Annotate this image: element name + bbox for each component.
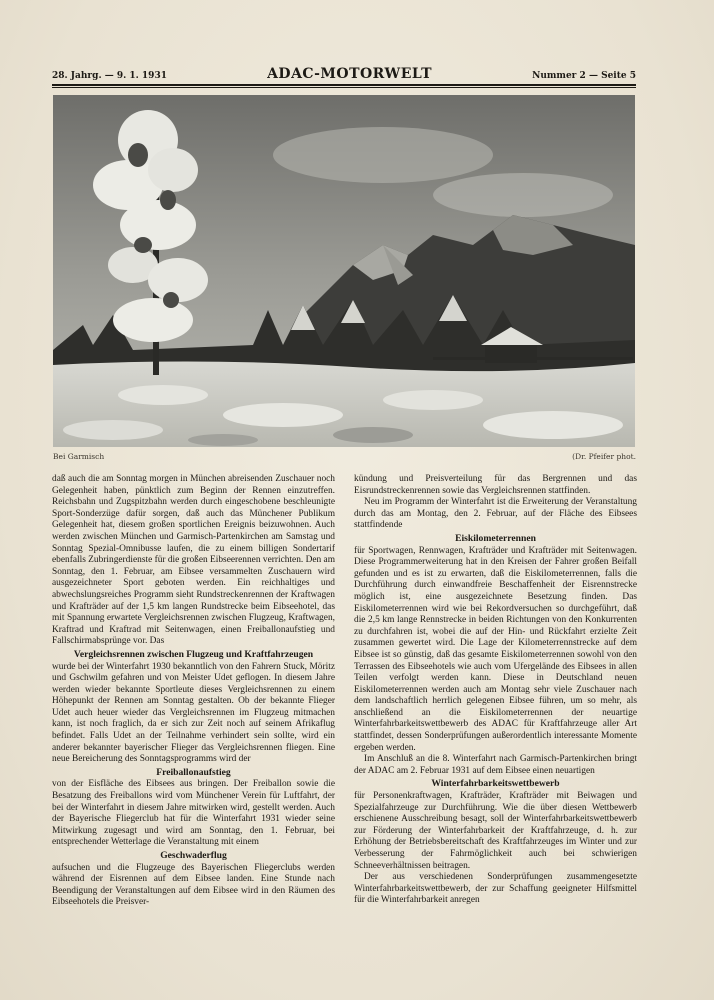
page-header (52, 66, 636, 86)
paragraph: für Personenkraftwagen, Krafträder, Krafträder mit Beiwagen und Spezialfahrzeuge zur Durchführung. Wie die über diesen Wettbewerb erschienene Ausschreibung besagt, soll der Winterfahrbarkeitswettbewerb zur Förderung der Winterfahrbarkeit der Kraftfahrzeuge, d. h. zur Erhöhung der Betriebsbereitschaft des Kraftfahrzeuges im Winter und zur Verbesserung der Fahrmöglichkeit auch bei schwierigen Schneeverhältnissen beitragen. (354, 791, 637, 871)
winter-landscape-photo (53, 95, 635, 447)
paragraph: Neu im Programm der Winterfahrt ist die Erweiterung der Veranstaltung durch das am Montag, den 2. Februar, auf der Fläche des Eibsees stattfindende (354, 497, 637, 531)
issue-date: 28. Jahrg. — 9. 1. 1931 (52, 71, 167, 81)
paragraph: daß auch die am Sonntag morgen in München abreisenden Zuschauer noch Gelegenheit haben, pünktlich zum Beginn der Rennen einzutreffen. Reichsbahn und Zugspitzbahn werden durch eingeschobene beschleunigte Sport-Sonderzüge dafür sorgen, daß auch das Münchener Publikum Gelegenheit hat, diesem großen sportlichen Ereignis beizuwohnen. Auch werden zwischen München und Garmisch-Partenkirchen am Samstag und Sonntag Spezial-Omnibusse laufen, die zu einem billigen Sondertarif ebenfalls Zubringerdienste für die großen Eibseerennen verrichten. Den am Sonntag, den 1. Februar, am Eibsee versammelten Zuschauern wird ausgezeichneter Sport geboten werden. Ein reichhaltiges und abwechslungsreiches Programm sieht Rundstreckenrennen der Kraftwagen und Krafträder auf der 1,5 km langen Rundstrecke beim Eibseehotel, das mit Spannung erwartete Vergleichsrennen zwischen Flugzeug, Kraftwagen, Kraftrad und Kraftrad mit Seitenwagen, einen Freiballonaufstieg und Fallschirmabsprünge vor. Das (52, 474, 335, 647)
section-heading: Winterfahrbarkeitswettbewerb (431, 778, 560, 790)
article-column-right (354, 474, 637, 907)
section-heading: Vergleichsrennen zwischen Flugzeug und Kraftfahrzeugen (73, 648, 314, 660)
section-heading: Freiballonaufstieg (156, 766, 231, 778)
header-rule (52, 87, 636, 88)
article-column-left (52, 474, 335, 909)
section-heading: Geschwaderflug (160, 850, 227, 861)
paragraph: kündung und Preisverteilung für das Bergrennen und das Eisrundstreckenrennen sowie das Vergleichsrennen stattfinden. (354, 474, 637, 496)
photo-credit: (Dr. Pfeifer phot. (572, 452, 636, 461)
issue-page-number: Nummer 2 — Seite 5 (532, 71, 636, 81)
magazine-title: ADAC-MOTORWELT (267, 66, 433, 82)
paragraph: für Sportwagen, Rennwagen, Krafträder und Krafträder mit Seitenwagen. Diese Programmerweiterung hat in den Kreisen der Fahrer großen Beifall gefunden und es ist zu erwarten, daß die Eiskilometerrennen, falls die Durchführung durch einwandfreie Beschaffenheit der Eisrennstrecke möglich ist, eine ausgezeichnete Besetzung finden. Das Eiskilometerrennen wird wie bei Rekordversuchen so durchgeführt, daß die 2,5 km lange Rennstrecke in beiden Richtungen von den Konkurrenten zu durchfahren ist, wobei die auf der Hin- und Rückfahrt erzielte Zeit zusammen gewertet wird. Die Lage der Kilometerrennstrecke auf dem Eibsee ist so günstig, daß das gesamte Eiskilometerrennen sowohl von den Terrassen des Eibseehotels wie auch vom Ufergelände des Eibsees in allen Teilen verfolgt werden kann. Diese in Deutschland neuen Eiskilometerrennen werden auch am Montag sehr viele Zuschauer nach dem landschaftlich herrlich gelegenen Eibsee führen, um so mehr, als anschließend an die Eiskilometerrennen der neuartige Winterfahrbarkeitswettbewerb des ADAC für Kraftfahrzeuge aller Art stattfindet, dessen Sonderprüfungen außerordentlich interessante Momente ergeben werden. (354, 545, 637, 753)
photo-caption-location: Bei Garmisch (53, 452, 105, 461)
section-heading: Eiskilometerrennen (455, 532, 536, 544)
paragraph: Der aus verschiedenen Sonderprüfungen zusammengesetzte Winterfahrbarkeitswettbewerb, der zur Schaffung geeigneter Hilfsmittel für die Winterfahrbarkeit anregen (354, 872, 637, 906)
paragraph: Im Anschluß an die 8. Winterfahrt nach Garmisch-Partenkirchen bringt der ADAC am 2. Februar 1931 auf dem Eibsee einen neuartigen (354, 754, 637, 776)
paragraph: aufsuchen und die Flugzeuge des Bayerischen Fliegerclubs werden während der Eisrennen auf dem Eibsee landen. Eine Stunde nach Beendigung der Veranstaltungen auf dem Eibsee wird in den Räumen des Eibseehotels die Preisver- (52, 862, 335, 908)
paragraph: wurde bei der Winterfahrt 1930 bekanntlich von den Fahrern Stuck, Möritz und Gschwilm gefahren und von Meister Udet geflogen. In diesem Jahre werden wieder bekannte Sportleute dieses Vergleichsrennen zu einem Höhepunkt der Rennen am Sonntag gestalten. Ob der bekannte Flieger Udet auch heuer wieder das Vergleichsrennen im Flugzeug mitmachen kann, ist noch fraglich, da er sich zur Zeit noch auf seinem Afrikaflug befindet. Falls Udet an der Teilnahme verhindert sein sollte, wird ein anderer bekannter bayerischer Flieger das Vergleichsrennen fliegen. Eine neue Bereicherung des Sonntagsprogramms wird der (52, 661, 335, 765)
paragraph: von der Eisfläche des Eibsees aus bringen. Der Freiballon sowie die Besatzung des Freiballons wird vom Münchener Verein für Luftfahrt, der bei der Winterfahrt in diesem Jahre mitwirken wird, gestellt werden. Auch der Bayerische Fliegerclub hat für die Winterfahrt 1931 wieder seine Mitwirkung zugesagt und wird am Sonntag, den 1. Februar, bei entsprechender Wetterlage die Veranstaltung mit einem (52, 779, 335, 848)
